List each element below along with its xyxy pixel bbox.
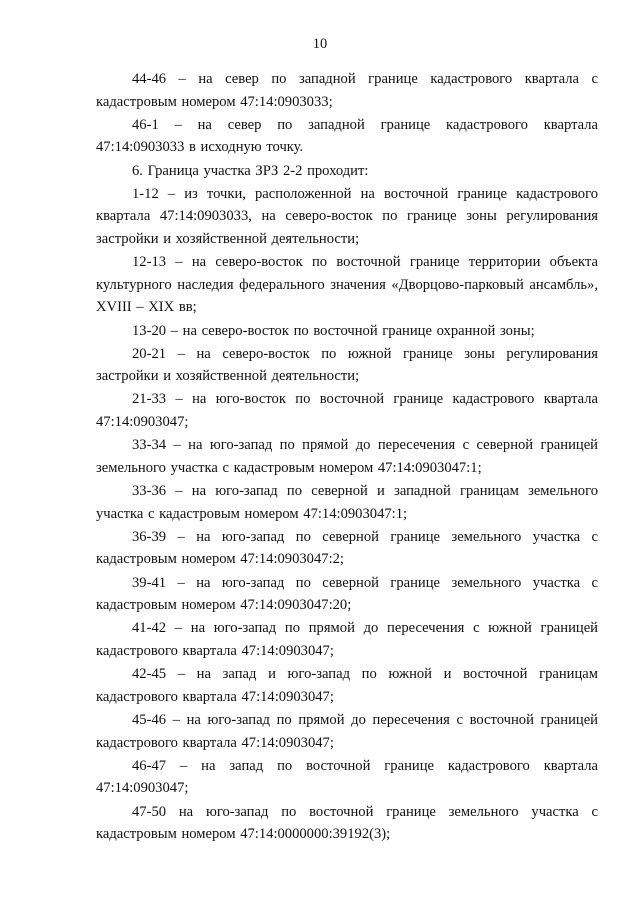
section-heading: 6. Граница участка ЗРЗ 2-2 проходит: [132,162,369,179]
paragraph: 41-42 – на юго-запад по прямой до пересечения с южной границей кадастрового квартала 47:14:0903047; [96,620,598,659]
page-number: 10 [312,36,328,52]
paragraph: 1-12 – из точки, расположенной на восточной границе кадастрового квартала 47:14:0903033, на северо-восток по границе зоны регулирования застройки и хозяйственной деятельности; [96,185,598,247]
paragraph: 47-50 на юго-запад по восточной границе земельного участка с кадастровым номером 47:14:0000000:39192(3); [96,803,598,843]
paragraph: 20-21 – на северо-восток по южной границе зоны регулирования застройки и хозяйственной деятельности; [96,345,598,385]
paragraph: 33-36 – на юго-запад по северной и западной границам земельного участка с кадастровым номером 47:14:0903047:1; [96,483,598,522]
paragraph: 13-20 – на северо-восток по восточной границе охранной зоны; [132,322,535,339]
paragraph: 46-1 – на север по западной границе кадастрового квартала 47:14:0903033 в исходную точку. [96,116,598,156]
paragraph: 12-13 – на северо-восток по восточной границе территории объекта культурного наследия федерального значения «Дворцово-парковый ансамбль», XVIII – XIX вв; [96,254,598,316]
paragraph: 45-46 – на юго-запад по прямой до пересечения с восточной границей кадастрового квартала 47:14:0903047; [96,711,598,751]
paragraph: 46-47 – на запад по восточной границе кадастрового квартала 47:14:0903047; [96,757,598,797]
paragraph: 36-39 – на юго-запад по северной границе земельного участка с кадастровым номером 47:14:0903047:2; [96,528,598,568]
paragraph: 21-33 – на юго-восток по восточной границе кадастрового квартала 47:14:0903047; [96,391,598,431]
document-body [96,68,598,846]
paragraph: 39-41 – на юго-запад по северной границе земельного участка с кадастровым номером 47:14:0903047:20; [96,574,598,614]
paragraph: 44-46 – на север по западной границе кадастрового квартала с кадастровым номером 47:14:0903033; [96,71,598,110]
paragraph: 42-45 – на запад и юго-запад по южной и восточной границам кадастрового квартала 47:14:0903047; [96,666,598,705]
paragraph: 33-34 – на юго-запад по прямой до пересечения с северной границей земельного участка с кадастровым номером 47:14:0903047:1; [96,437,598,476]
